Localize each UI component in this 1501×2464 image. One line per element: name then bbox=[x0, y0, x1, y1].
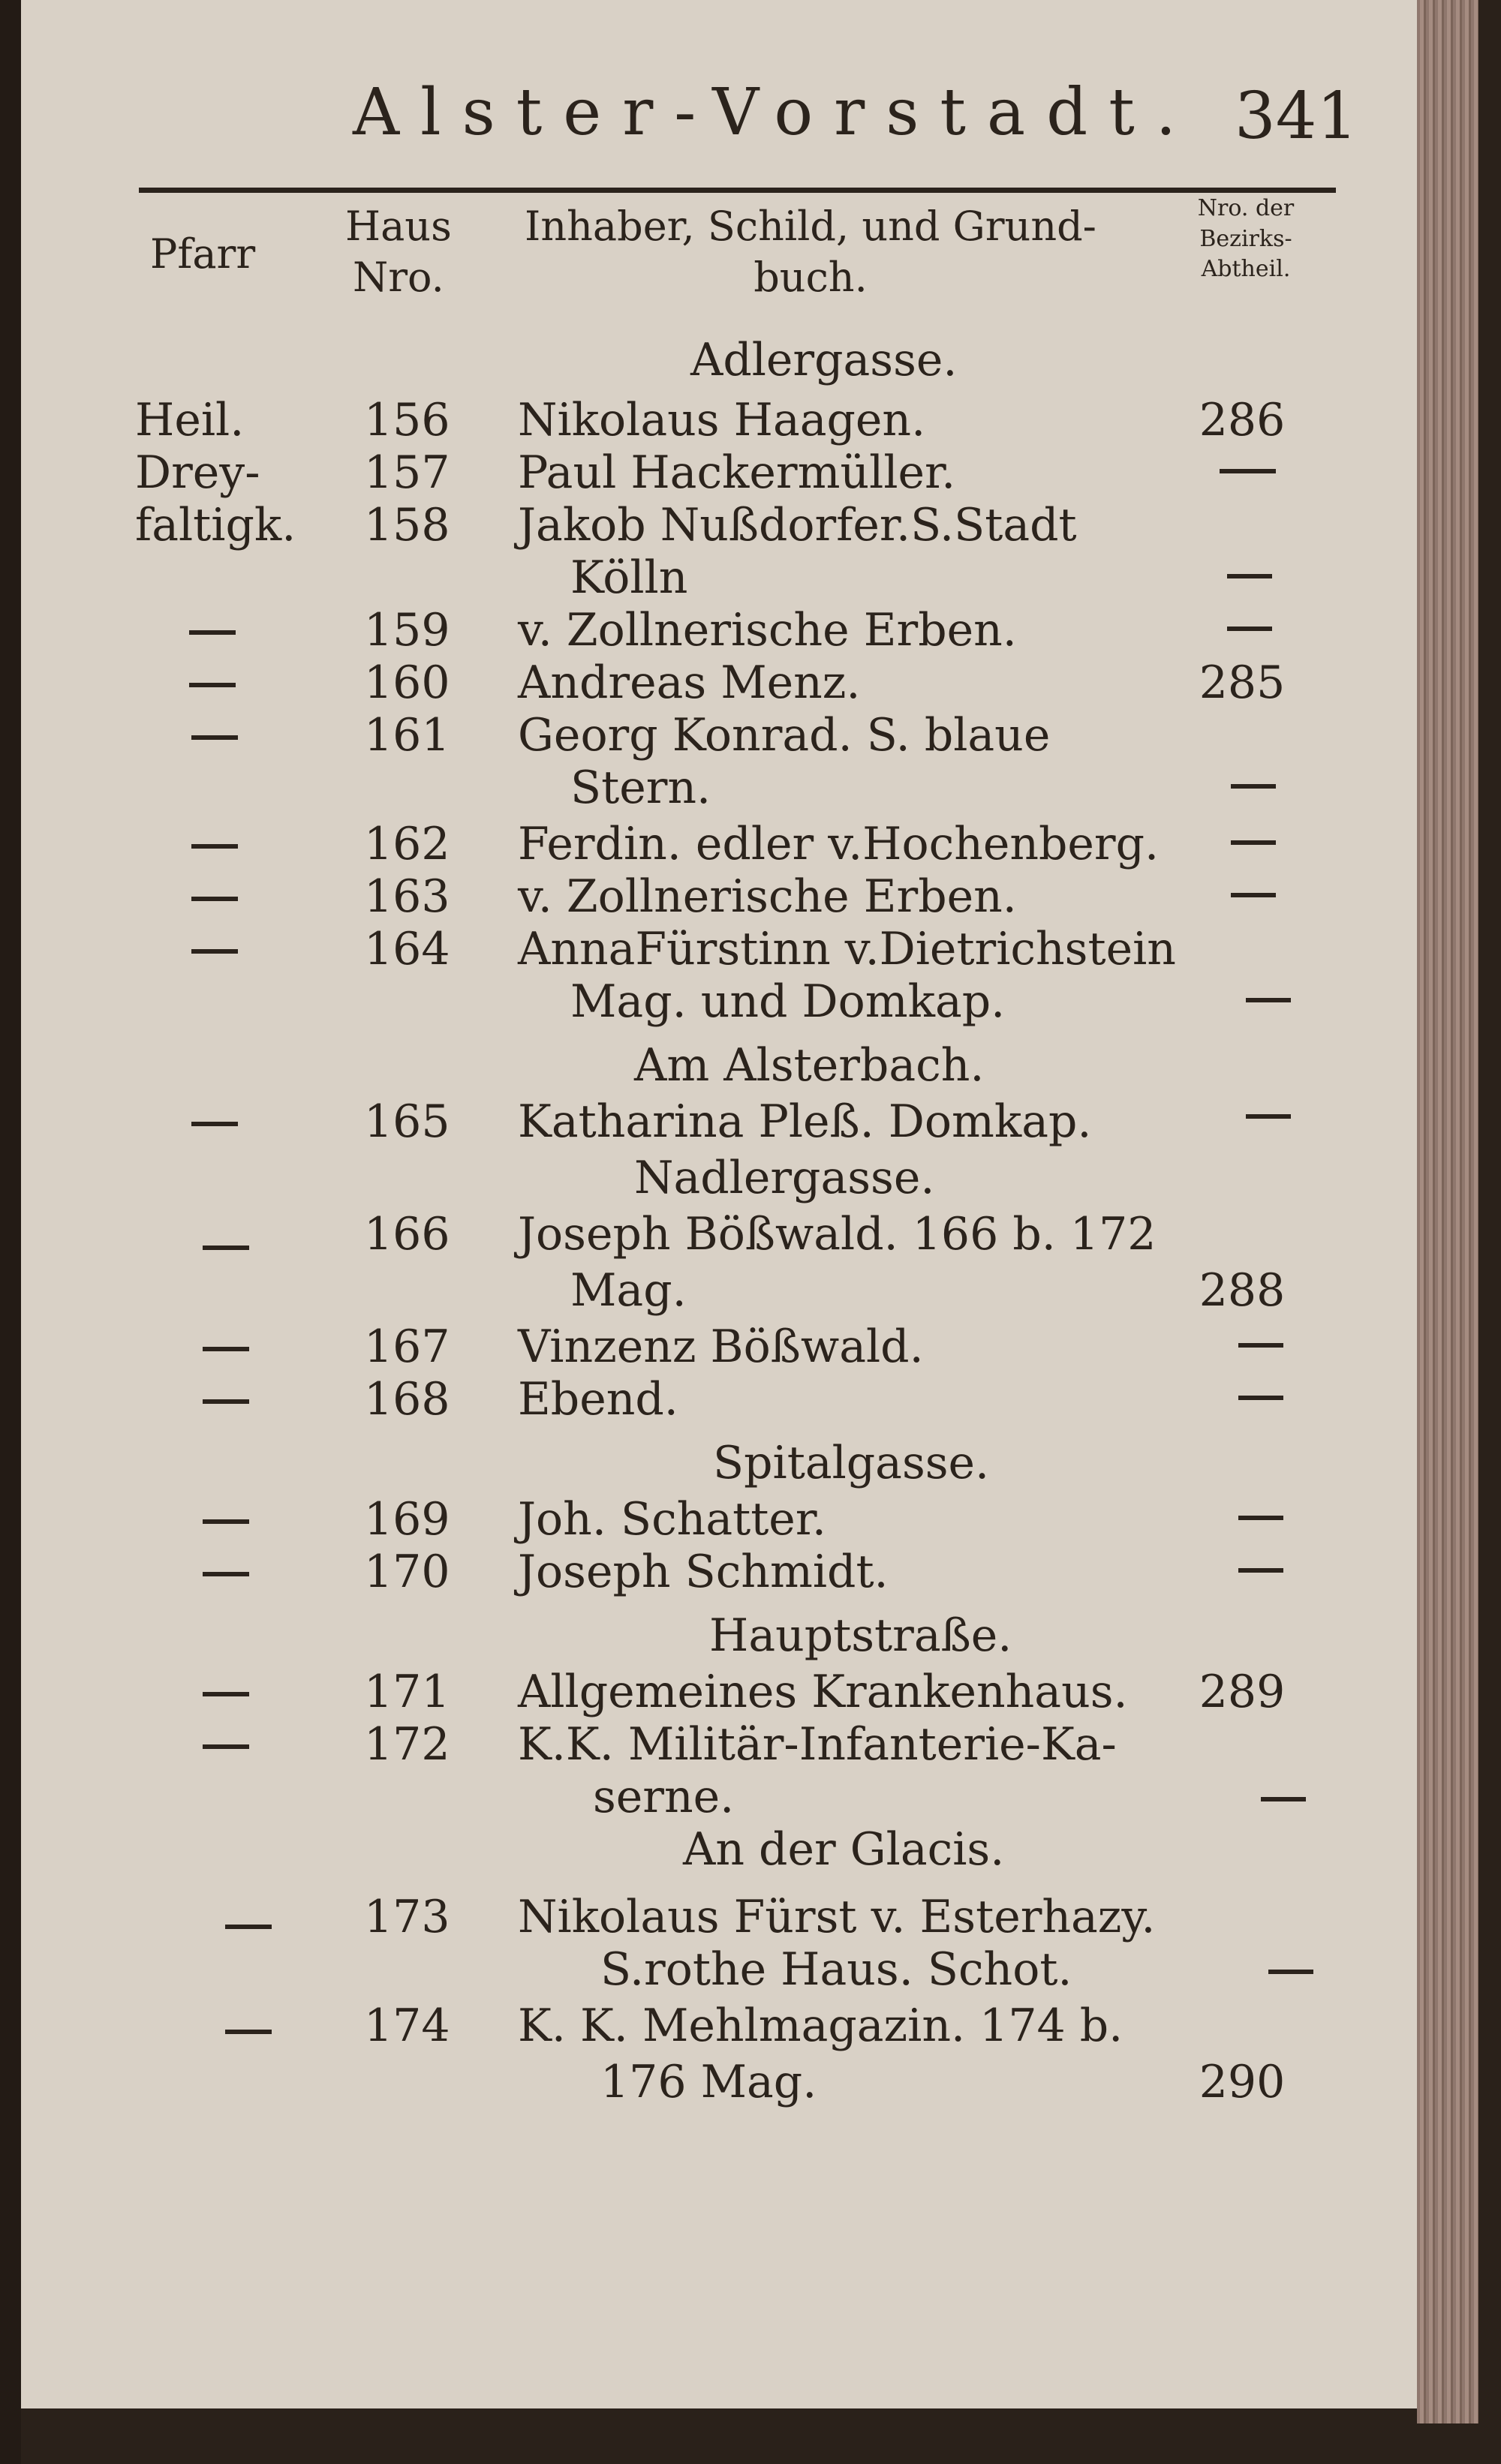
haus-number: 159 bbox=[364, 604, 450, 657]
haus-number: 174 bbox=[364, 2000, 450, 2052]
pfarr-label-heil: Heil. bbox=[135, 394, 245, 446]
column-header-inhaber: Inhaber, Schild, und Grund- buch. bbox=[525, 203, 1096, 301]
haus-number: 168 bbox=[364, 1373, 450, 1426]
bezirk-number: 285 bbox=[1199, 657, 1286, 709]
page-number: 341 bbox=[1235, 79, 1358, 154]
ditto-dash bbox=[203, 1246, 249, 1250]
pfarr-label-faltigk: faltigk. bbox=[135, 499, 296, 551]
haus-number: 157 bbox=[364, 446, 450, 499]
section-spitalgasse: Spitalgasse. bbox=[713, 1437, 990, 1489]
owner-name: Paul Hackermüller. bbox=[518, 446, 956, 499]
ditto-dash bbox=[1231, 840, 1276, 845]
ditto-dash bbox=[189, 630, 236, 635]
ditto-dash bbox=[1246, 1114, 1291, 1119]
header-rule bbox=[139, 188, 1336, 193]
owner-name: Katharina Pleß. Domkap. bbox=[518, 1095, 1092, 1148]
running-head: Alster-Vorstadt. bbox=[353, 75, 1198, 150]
owner-name-continuation: Mag. und Domkap. bbox=[570, 975, 1006, 1028]
owner-name-continuation: serne. bbox=[593, 1771, 735, 1823]
page-edge bbox=[1417, 0, 1478, 2423]
haus-number: 160 bbox=[364, 657, 450, 709]
haus-number: 166 bbox=[364, 1208, 450, 1261]
ditto-dash bbox=[1261, 1797, 1306, 1801]
haus-number: 158 bbox=[364, 499, 450, 551]
ditto-dash bbox=[225, 1925, 272, 1929]
bezirk-number: 288 bbox=[1199, 1264, 1286, 1317]
ditto-dash bbox=[191, 897, 238, 901]
haus-number: 156 bbox=[364, 394, 450, 446]
haus-number: 164 bbox=[364, 923, 450, 975]
section-am-alsterbach: Am Alsterbach. bbox=[634, 1039, 985, 1092]
owner-name-continuation: Kölln bbox=[570, 551, 688, 604]
section-hauptstrasse: Hauptstraße. bbox=[709, 1609, 1012, 1662]
haus-number: 170 bbox=[364, 1546, 450, 1598]
ditto-dash bbox=[203, 1519, 249, 1524]
ditto-dash bbox=[1220, 469, 1276, 473]
owner-name: Jakob Nußdorfer.S.Stadt bbox=[518, 499, 1077, 551]
ditto-dash bbox=[1268, 1970, 1313, 1974]
owner-name: K.K. Militär-Infanterie-Ka- bbox=[518, 1718, 1117, 1771]
ditto-dash bbox=[203, 1399, 249, 1404]
owner-name: Georg Konrad. S. blaue bbox=[518, 709, 1051, 762]
ditto-dash bbox=[203, 1347, 249, 1351]
owner-name: Ferdin. edler v.Hochenberg. bbox=[518, 818, 1160, 870]
haus-number: 173 bbox=[364, 1891, 450, 1943]
haus-number: 171 bbox=[364, 1666, 450, 1718]
section-adlergasse: Adlergasse. bbox=[690, 334, 958, 386]
ditto-dash bbox=[203, 1744, 249, 1749]
section-an-der-glacis: An der Glacis. bbox=[683, 1823, 1005, 1876]
ditto-dash bbox=[225, 2030, 272, 2034]
haus-number: 167 bbox=[364, 1321, 450, 1373]
ditto-dash bbox=[1238, 1516, 1283, 1520]
bezirk-number: 286 bbox=[1199, 394, 1286, 446]
ditto-dash bbox=[1227, 574, 1272, 578]
owner-name-continuation: Stern. bbox=[570, 762, 711, 814]
owner-name: Nikolaus Haagen. bbox=[518, 394, 926, 446]
ditto-dash bbox=[1231, 893, 1276, 897]
haus-number: 169 bbox=[364, 1493, 450, 1546]
owner-name: Joh. Schatter. bbox=[518, 1493, 826, 1546]
ditto-dash bbox=[191, 735, 238, 740]
owner-name: Allgemeines Krankenhaus. bbox=[518, 1666, 1128, 1718]
ditto-dash bbox=[1231, 784, 1276, 789]
haus-number: 162 bbox=[364, 818, 450, 870]
owner-name-continuation: Mag. bbox=[570, 1264, 687, 1317]
haus-number: 161 bbox=[364, 709, 450, 762]
ditto-dash bbox=[203, 1692, 249, 1696]
pfarr-label-drey: Drey- bbox=[135, 446, 260, 499]
section-nadlergasse: Nadlergasse. bbox=[634, 1152, 935, 1204]
owner-name: Vinzenz Bößwald. bbox=[518, 1321, 924, 1373]
haus-number: 163 bbox=[364, 870, 450, 923]
owner-name: Ebend. bbox=[518, 1373, 678, 1426]
haus-number: 172 bbox=[364, 1718, 450, 1771]
ditto-dash bbox=[191, 949, 238, 954]
ditto-dash bbox=[1227, 627, 1272, 631]
owner-name: Joseph Schmidt. bbox=[518, 1546, 889, 1598]
book-gutter-shadow bbox=[0, 0, 21, 2464]
owner-name: K. K. Mehlmagazin. 174 b. bbox=[518, 2000, 1123, 2052]
bezirk-number: 290 bbox=[1199, 2056, 1286, 2108]
owner-name-continuation: 176 Mag. bbox=[600, 2056, 817, 2108]
bezirk-number: 289 bbox=[1199, 1666, 1286, 1718]
owner-name: AnnaFürstinn v.Dietrichstein bbox=[518, 923, 1176, 975]
haus-number: 165 bbox=[364, 1095, 450, 1148]
ditto-dash bbox=[203, 1572, 249, 1576]
ditto-dash bbox=[1238, 1343, 1283, 1348]
column-header-bezirk: Nro. der Bezirks- Abtheil. bbox=[1197, 195, 1295, 282]
ditto-dash bbox=[191, 1122, 238, 1126]
column-header-pfarr: Pfarr bbox=[150, 230, 256, 278]
owner-name: Andreas Menz. bbox=[518, 657, 861, 709]
owner-name: v. Zollnerische Erben. bbox=[518, 870, 1017, 923]
owner-name: v. Zollnerische Erben. bbox=[518, 604, 1017, 657]
owner-name: Nikolaus Fürst v. Esterhazy. bbox=[518, 1891, 1156, 1943]
ditto-dash bbox=[1246, 998, 1291, 1002]
ditto-dash bbox=[1238, 1568, 1283, 1573]
owner-name-continuation: S.rothe Haus. Schot. bbox=[600, 1943, 1072, 1996]
column-header-haus-nro: Haus Nro. bbox=[345, 203, 452, 301]
ditto-dash bbox=[189, 683, 236, 687]
owner-name: Joseph Bößwald. 166 b. 172 bbox=[518, 1208, 1157, 1261]
ditto-dash bbox=[1238, 1396, 1283, 1400]
ditto-dash bbox=[191, 844, 238, 849]
